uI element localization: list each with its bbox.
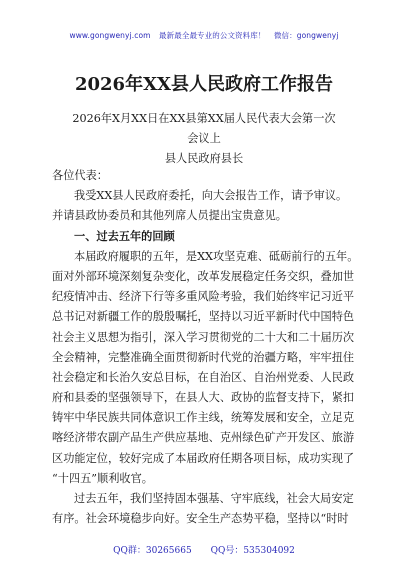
body-line: 面对外部环境深刻复杂变化，改革发展稳定任务交织，叠加世 <box>52 269 355 283</box>
document-body <box>52 166 372 529</box>
meeting-line-2: 会议上 <box>187 132 221 145</box>
footer-qq-group: QQ群：30265665 <box>113 546 192 556</box>
body-line: 社会主义思想为指引，深入学习贯彻党的二十大和二十届历次 <box>52 330 355 344</box>
body-line: 喀经济带农副产品生产供应基地、克州绿色矿产开发区、旅游 <box>52 431 355 445</box>
body-line: 社会稳定和长治久安总目标，在自治区、自治州党委、人民政 <box>52 370 355 384</box>
section-heading: 一、过去五年的回顾 <box>74 229 175 243</box>
header-banner <box>0 30 408 41</box>
footer-qq-number: QQ号：535304092 <box>210 546 295 556</box>
body-line: 总书记对新疆工作的殷殷嘱托，坚持以习近平新时代中国特色 <box>52 310 355 324</box>
document-title: 2026年XX县人民政府工作报告 <box>74 74 334 95</box>
speaker-line: 县人民政府县长 <box>164 152 244 165</box>
salutation: 各位代表： <box>52 169 108 182</box>
body-line: 有序。社会环境稳步向好。安全生产态势平稳，坚持以“时时 <box>52 512 349 526</box>
body-line: 全会精神，完整准确全面贯彻新时代党的治疆方略，牢牢扭住 <box>52 350 355 364</box>
body-line: 纪疫情冲击、经济下行等多重风险考验，我们始终牢记习近平 <box>52 290 355 304</box>
body-line: 铸牢中华民族共同体意识工作主线，统筹发展和安全，立足克 <box>52 411 355 425</box>
body-line: 并请县政协委员和其他列席人员提出宝贵意见。 <box>52 209 287 223</box>
header-site-link[interactable]: www.gongwenyj.com <box>69 31 151 40</box>
body-line: 本届政府履职的五年，是XX攻坚克难、砥砺前行的五年。 <box>74 249 359 263</box>
header-wechat: 微信：gongwenyj <box>273 31 339 40</box>
body-line: 过去五年，我们坚持固本强基、守牢底线，社会大局安定 <box>74 492 354 505</box>
header-slogan: 最新最全最专业的公文资料库！ <box>159 31 266 40</box>
body-line: 府和县委的坚强领导下，在县人大、政协的监督支持下，紧扣 <box>52 391 355 405</box>
body-line: 区功能定位，较好完成了本届政府任期各项目标，成功实现了 <box>52 451 355 465</box>
footer-contact <box>0 543 408 556</box>
body-line: 我受XX县人民政府委托，向大会报告工作，请予审议。 <box>74 189 348 203</box>
body-line: “十四五”顺利收官。 <box>52 471 153 485</box>
meeting-line-1: 2026年X月XX日在XX县第XX届人民代表大会第一次 <box>72 112 336 125</box>
